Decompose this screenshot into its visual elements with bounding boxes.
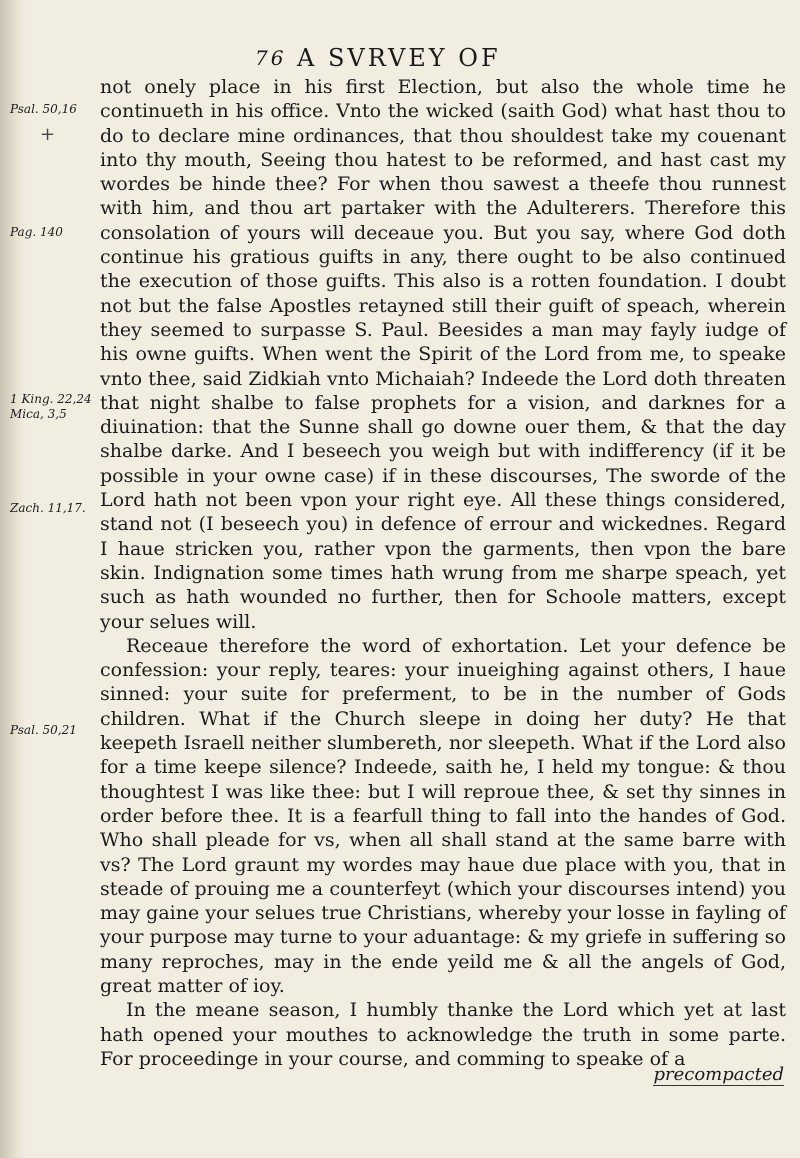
margin-note-psalm-50-16: Psal. 50,16	[10, 102, 77, 116]
paragraph-2: Receaue therefore the word of exhortation. Let your defence be confession: your reply, teares: your inueighing against others, I haue sinned: your suite for preferment, to be in the number of Gods children. What if the Church sleepe in doing her duty? He that keepeth Israell neither slumbereth, nor sleepeth. What if the Lord also for a time keepe silence? Indeede, saith he, I held my tongue: & thou thoughtest I was like thee: but I will reproue thee, & set thy sinnes in order before thee. It is a fearfull thing to fall into the handes of God. Who shall pleade for vs, when all shall stand at the same barre with vs? The Lord graunt my wordes may haue due place with you, that in steade of prouing me a counterfeyt (which your discourses intend) you may gaine your selues true Christians, whereby your losse in fayling of your purpose may turne to your aduantage: & my griefe in suffering so many reproches, may in the ende yeild me & all the angels of God, great matter of ioy.	[100, 634, 786, 997]
paragraph-3: In the meane season, I humbly thanke the Lord which yet at last hath opened your mouthes to acknowledge the truth in some parte. For proceedinge in your course, and comming to speake of a	[100, 999, 786, 1070]
margin-note-zechariah-11-17: Zach. 11,17.	[10, 501, 86, 515]
body-text	[100, 75, 786, 1071]
margin-note-micah-3-5: Mica, 3,5	[10, 407, 67, 421]
running-title: A SVRVEY OF	[297, 44, 501, 72]
catchword: precompacted	[653, 1064, 784, 1085]
page-number: 76	[255, 46, 287, 70]
running-header	[255, 44, 675, 76]
paragraph-1: not onely place in his first Election, but also the whole time he continueth in his office. Vnto the wicked (saith God) what hast thou to do to declare mine ordinances, that thou shouldest take my couenant into thy mouth, Seeing thou hatest to be reformed, and hast cast my wordes be hinde thee? For when thou sawest a theefe thou runnest with him, and thou art partaker with the Adulterers. Therefore this consolation of yours will deceaue you. But you say, where God doth continue his gratious guifts in any, there ought to be also continued the execution of those guifts. This also is a rotten foundation. I doubt not but the false Apostles retayned still their guift of speach, wherein they seemed to surpasse S. Paul. Beesides a man may fayly iudge of his owne guifts. When went the Spirit of the Lord from me, to speake vnto thee, said Zidkiah vnto Michaiah? Indeede the Lord doth threaten that night shalbe to false prophets for a vision, and darknes for a diuination: that the Sunne shall go downe ouer them, & that the day shalbe darke. And I beseech you weigh but with indifferency (if it be possible in your owne case) if in these discourses, The sworde of the Lord hath not been vpon your right eye. All these things considered, stand not (I beseech you) in defence of errour and wickednes. Regard I haue stricken you, rather vpon the garments, then vpon the bare skin. Indignation some times hath wrung from me sharpe speach, yet such as hath wounded no further, then for Schoole matters, except your selues will.	[100, 76, 786, 633]
margin-notes	[0, 0, 110, 1158]
margin-note-psalm-50-21: Psal. 50,21	[10, 723, 77, 737]
margin-note-page-140: Pag. 140	[10, 225, 63, 239]
margin-mark: +	[40, 124, 56, 145]
margin-note-1-kings-22-24: 1 King. 22,24	[10, 392, 92, 406]
